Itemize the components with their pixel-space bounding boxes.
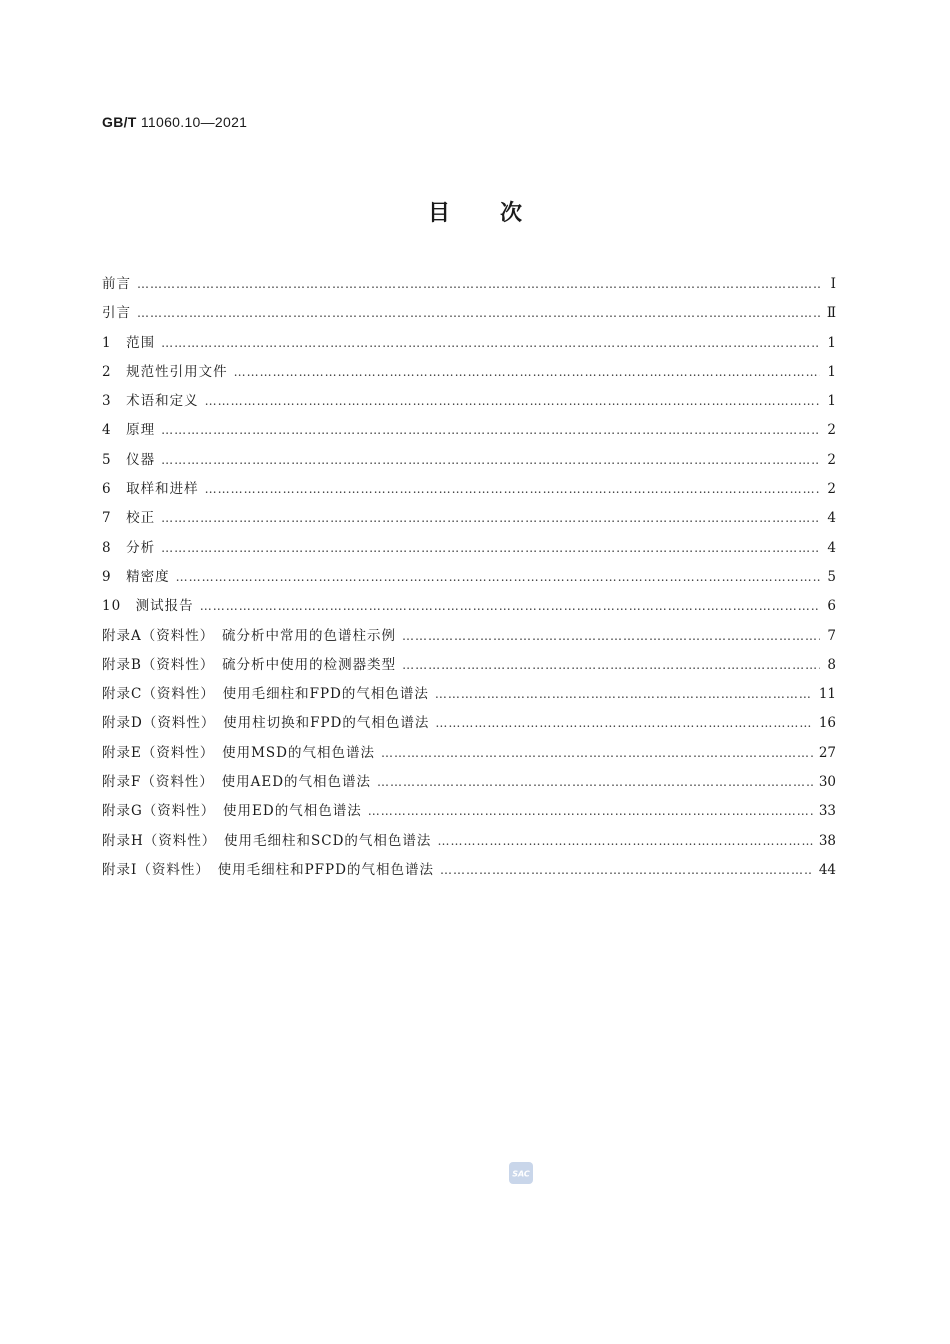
toc-dot-leader bbox=[381, 746, 813, 760]
page-title: 目次 bbox=[427, 201, 572, 226]
toc-dot-leader bbox=[176, 570, 820, 584]
toc-entry[interactable] bbox=[102, 565, 836, 594]
toc-entry-label: 附录G（资料性） 使用ED的气相色谱法 bbox=[102, 803, 362, 820]
toc-entry-page: 2 bbox=[827, 422, 836, 439]
toc-entry-page: 4 bbox=[827, 510, 836, 527]
toc-entry-label: 附录B（资料性） 硫分析中使用的检测器类型 bbox=[102, 656, 397, 673]
toc-entry-label: 附录C（资料性） 使用毛细柱和FPD的气相色谱法 bbox=[102, 686, 429, 703]
toc-dot-leader bbox=[205, 482, 820, 496]
toc-entry-page: 2 bbox=[827, 451, 836, 468]
toc-entry-label: 前言 bbox=[102, 276, 131, 292]
toc-dot-leader bbox=[368, 804, 813, 818]
toc-entry-page: 44 bbox=[818, 861, 836, 878]
standard-number: 11060.10—2021 bbox=[140, 114, 248, 130]
toc-dot-leader bbox=[435, 716, 812, 730]
toc-entry-label: 附录F（资料性） 使用AED的气相色谱法 bbox=[102, 774, 372, 791]
toc-dot-leader bbox=[137, 306, 820, 320]
toc-dot-leader bbox=[161, 453, 820, 467]
toc-entry-page: Ⅰ bbox=[830, 276, 836, 292]
toc-entry-page: 1 bbox=[827, 363, 836, 380]
toc-dot-leader bbox=[402, 629, 820, 643]
toc-entry-page: 1 bbox=[827, 393, 836, 410]
toc-entry-page: 7 bbox=[827, 627, 836, 644]
toc-entry-page: 16 bbox=[818, 715, 836, 732]
toc-entry[interactable] bbox=[102, 682, 836, 711]
toc-entry-label: 5 仪器 bbox=[102, 451, 156, 468]
toc-entry-label: 引言 bbox=[102, 305, 131, 322]
toc-entry[interactable] bbox=[102, 594, 836, 623]
toc-dot-leader bbox=[161, 423, 820, 437]
toc-entry-page: 6 bbox=[827, 598, 836, 615]
standard-prefix: GB/T bbox=[102, 114, 137, 130]
toc-entry[interactable] bbox=[102, 360, 836, 389]
sac-logo-icon bbox=[508, 1161, 534, 1185]
toc-entry-page: 11 bbox=[818, 686, 836, 703]
toc-entry-label: 9 精密度 bbox=[102, 568, 170, 585]
toc-entry-page: 33 bbox=[818, 803, 836, 820]
toc-entry-label: 附录I（资料性） 使用毛细柱和PFPD的气相色谱法 bbox=[102, 861, 434, 878]
toc-entry-label: 10 测试报告 bbox=[102, 598, 194, 615]
toc-entry[interactable] bbox=[102, 331, 836, 360]
toc-entry-label: 附录D（资料性） 使用柱切换和FPD的气相色谱法 bbox=[102, 715, 430, 732]
toc-dot-leader bbox=[437, 834, 812, 848]
toc-entry-page: 5 bbox=[827, 568, 836, 585]
toc-entry[interactable] bbox=[102, 770, 836, 799]
toc-entry[interactable] bbox=[102, 506, 836, 535]
toc-entry-label: 8 分析 bbox=[102, 539, 156, 556]
table-of-contents bbox=[102, 272, 836, 887]
toc-entry-label: 7 校正 bbox=[102, 510, 156, 527]
toc-dot-leader bbox=[137, 277, 820, 291]
svg-text:SAC: SAC bbox=[512, 1169, 530, 1179]
toc-entry-label: 6 取样和进样 bbox=[102, 481, 199, 498]
toc-entry-page: 4 bbox=[827, 539, 836, 556]
toc-entry-label: 4 原理 bbox=[102, 422, 156, 439]
standard-code bbox=[102, 114, 247, 130]
toc-entry-page: Ⅱ bbox=[826, 305, 836, 322]
toc-entry[interactable] bbox=[102, 653, 836, 682]
toc-dot-leader bbox=[402, 658, 820, 672]
toc-entry[interactable] bbox=[102, 418, 836, 447]
toc-entry-page: 8 bbox=[827, 656, 836, 673]
toc-entry[interactable] bbox=[102, 711, 836, 740]
toc-entry-label: 附录E（资料性） 使用MSD的气相色谱法 bbox=[102, 744, 375, 761]
toc-entry[interactable] bbox=[102, 536, 836, 565]
toc-entry[interactable] bbox=[102, 624, 836, 653]
toc-entry[interactable] bbox=[102, 858, 836, 887]
toc-entry-label: 2 规范性引用文件 bbox=[102, 363, 228, 380]
toc-entry-page: 2 bbox=[827, 481, 836, 498]
toc-entry[interactable] bbox=[102, 477, 836, 506]
toc-entry-label: 附录H（资料性） 使用毛细柱和SCD的气相色谱法 bbox=[102, 832, 432, 849]
toc-dot-leader bbox=[205, 394, 820, 408]
toc-entry-page: 38 bbox=[818, 832, 836, 849]
toc-entry[interactable] bbox=[102, 448, 836, 477]
toc-entry[interactable] bbox=[102, 389, 836, 418]
toc-entry[interactable] bbox=[102, 741, 836, 770]
toc-entry[interactable] bbox=[102, 799, 836, 828]
toc-entry[interactable] bbox=[102, 829, 836, 858]
toc-dot-leader bbox=[377, 775, 813, 789]
toc-entry[interactable] bbox=[102, 301, 836, 330]
toc-entry-page: 30 bbox=[818, 774, 836, 791]
toc-dot-leader bbox=[435, 687, 813, 701]
toc-dot-leader bbox=[161, 511, 820, 525]
toc-dot-leader bbox=[200, 599, 820, 613]
toc-entry-label: 附录A（资料性） 硫分析中常用的色谱柱示例 bbox=[102, 627, 396, 644]
toc-dot-leader bbox=[161, 336, 820, 350]
toc-entry-label: 3 术语和定义 bbox=[102, 393, 199, 410]
toc-entry-page: 27 bbox=[818, 744, 836, 761]
toc-entry-page: 1 bbox=[827, 334, 836, 351]
toc-dot-leader bbox=[440, 863, 813, 877]
toc-dot-leader bbox=[161, 541, 820, 555]
toc-dot-leader bbox=[234, 365, 820, 379]
toc-entry[interactable] bbox=[102, 272, 836, 301]
toc-entry-label: 1 范围 bbox=[102, 334, 156, 351]
